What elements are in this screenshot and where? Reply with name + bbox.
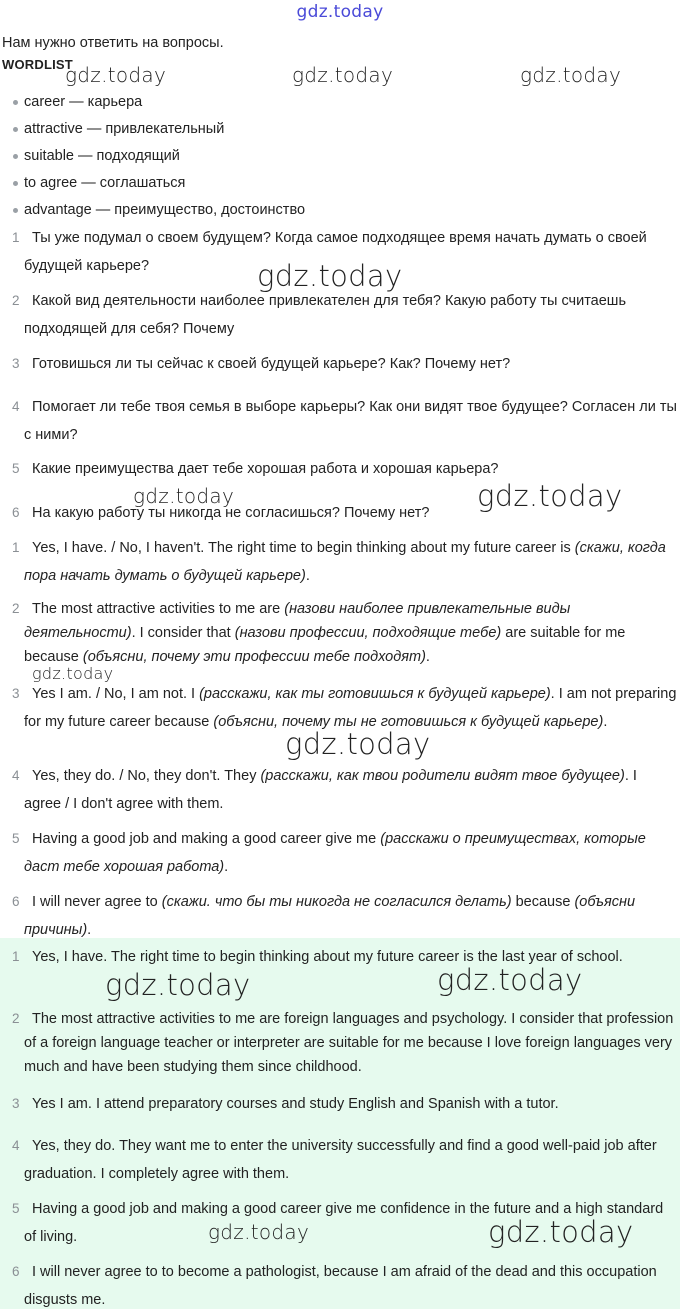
template-number: 6	[12, 894, 20, 909]
watermark: gdz.today	[437, 963, 583, 997]
wordlist-item: advantage — преимущество, достоинство	[0, 200, 305, 227]
answer-number: 2	[12, 1011, 20, 1026]
answer-text: Yes, I have. The right time to begin thinking about my future career is the last year of school.	[32, 949, 623, 965]
template-text: Yes I am. / No, I am not. I (расскажи, как ты готовишься к будущей карьере). I am not preparing for my future career because (объясни, почему ты не готовишься к будущей карьере).	[24, 686, 677, 730]
template-item	[0, 888, 680, 944]
question-number: 2	[12, 293, 20, 308]
wordlist	[0, 92, 305, 227]
answer-number: 3	[12, 1096, 20, 1111]
bullet-icon	[13, 127, 18, 132]
watermark: gdz.today	[488, 1215, 634, 1249]
watermark: gdz.today	[285, 727, 431, 761]
answer-item	[0, 1007, 680, 1079]
site-watermark: gdz.today	[296, 2, 384, 22]
question-item	[0, 350, 680, 378]
bullet-icon	[13, 208, 18, 213]
question-number: 3	[12, 356, 20, 371]
watermark: gdz.today	[32, 664, 114, 683]
bullet-icon	[13, 154, 18, 159]
answer-text: Yes, they do. They want me to enter the university successfully and find a good well-paid job after graduation. I completely agree with them.	[24, 1138, 657, 1182]
watermark: gdz.today	[105, 968, 251, 1002]
template-text: Yes, they do. / No, they don't. They (расскажи, как твои родители видят твое будущее). I agree / I don't agree with them.	[24, 768, 637, 812]
template-item	[0, 762, 680, 818]
answer-text: I will never agree to to become a pathologist, because I am afraid of the dead and this occupation disgusts me.	[24, 1264, 657, 1308]
question-number: 5	[12, 461, 20, 476]
question-number: 6	[12, 505, 20, 520]
question-text: Какие преимущества дает тебе хорошая работа и хорошая карьера?	[32, 461, 499, 477]
answer-number: 4	[12, 1138, 20, 1153]
bullet-icon	[13, 100, 18, 105]
answer-item	[0, 1132, 680, 1188]
watermark: gdz.today	[133, 484, 235, 508]
template-text: I will never agree to (скажи. что бы ты никогда не согласился делать) because (объясни причины).	[24, 894, 636, 938]
template-number: 2	[12, 601, 20, 616]
answer-text: Yes I am. I attend preparatory courses and study English and Spanish with a tutor.	[32, 1096, 559, 1112]
wordlist-item: to agree — соглашаться	[0, 173, 305, 200]
template-number: 4	[12, 768, 20, 783]
question-item	[0, 287, 680, 343]
watermark: gdz.today	[208, 1220, 310, 1244]
template-number: 1	[12, 540, 20, 555]
answer-text: The most attractive activities to me are foreign languages and psychology. I consider that profession of a foreign language teacher or interpreter are suitable for me because I love foreign languages very much and have been studying them since childhood.	[24, 1011, 674, 1075]
watermark: gdz.today	[65, 63, 167, 87]
wordlist-item: suitable — подходящий	[0, 146, 305, 173]
template-number: 3	[12, 686, 20, 701]
watermark: gdz.today	[520, 63, 622, 87]
answer-item	[0, 1258, 680, 1314]
question-text: Какой вид деятельности наиболее привлекателен для тебя? Какую работу ты считаешь подходящей для себя? Почему	[24, 293, 626, 337]
wordlist-item: career — карьера	[0, 92, 305, 119]
question-item	[0, 393, 680, 449]
bullet-icon	[13, 181, 18, 186]
watermark: gdz.today	[477, 479, 623, 513]
answer-number: 1	[12, 949, 20, 964]
template-text: Yes, I have. / No, I haven't. The right time to begin thinking about my future career is (скажи, когда пора начать думать о будущей карьере).	[24, 540, 666, 584]
intro-text: Нам нужно ответить на вопросы.	[2, 35, 224, 51]
answer-number: 5	[12, 1201, 20, 1216]
answer-item	[0, 1090, 680, 1118]
question-text: Ты уже подумал о своем будущем? Когда самое подходящее время начать думать о своей будущей карьере?	[24, 230, 647, 274]
template-number: 5	[12, 831, 20, 846]
answer-text: Having a good job and making a good career give me confidence in the future and a high standard of living.	[24, 1201, 664, 1245]
answer-number: 6	[12, 1264, 20, 1279]
question-number: 1	[12, 230, 20, 245]
template-item	[0, 597, 680, 669]
question-number: 4	[12, 399, 20, 414]
watermark: gdz.today	[257, 259, 403, 293]
wordlist-title: WORDLIST	[2, 57, 73, 72]
wordlist-item: attractive — привлекательный	[0, 119, 305, 146]
template-item	[0, 825, 680, 881]
question-text: На какую работу ты никогда не согласишься? Почему нет?	[32, 505, 430, 521]
question-text: Помогает ли тебе твоя семья в выборе карьеры? Как они видят твое будущее? Согласен ли ты с ними?	[24, 399, 677, 443]
template-text: Having a good job and making a good career give me (расскажи о преимуществах, которые даст тебе хорошая работа).	[24, 831, 646, 875]
question-text: Готовишься ли ты сейчас к своей будущей карьере? Как? Почему нет?	[32, 356, 511, 372]
watermark: gdz.today	[292, 63, 394, 87]
template-text: The most attractive activities to me are (назови наиболее привлекательные виды деятельности). I consider that (назови профессии, подходящие тебе) are suitable for me because (объясни, почему эти профессии тебе подходят).	[24, 601, 626, 665]
template-item	[0, 534, 680, 590]
